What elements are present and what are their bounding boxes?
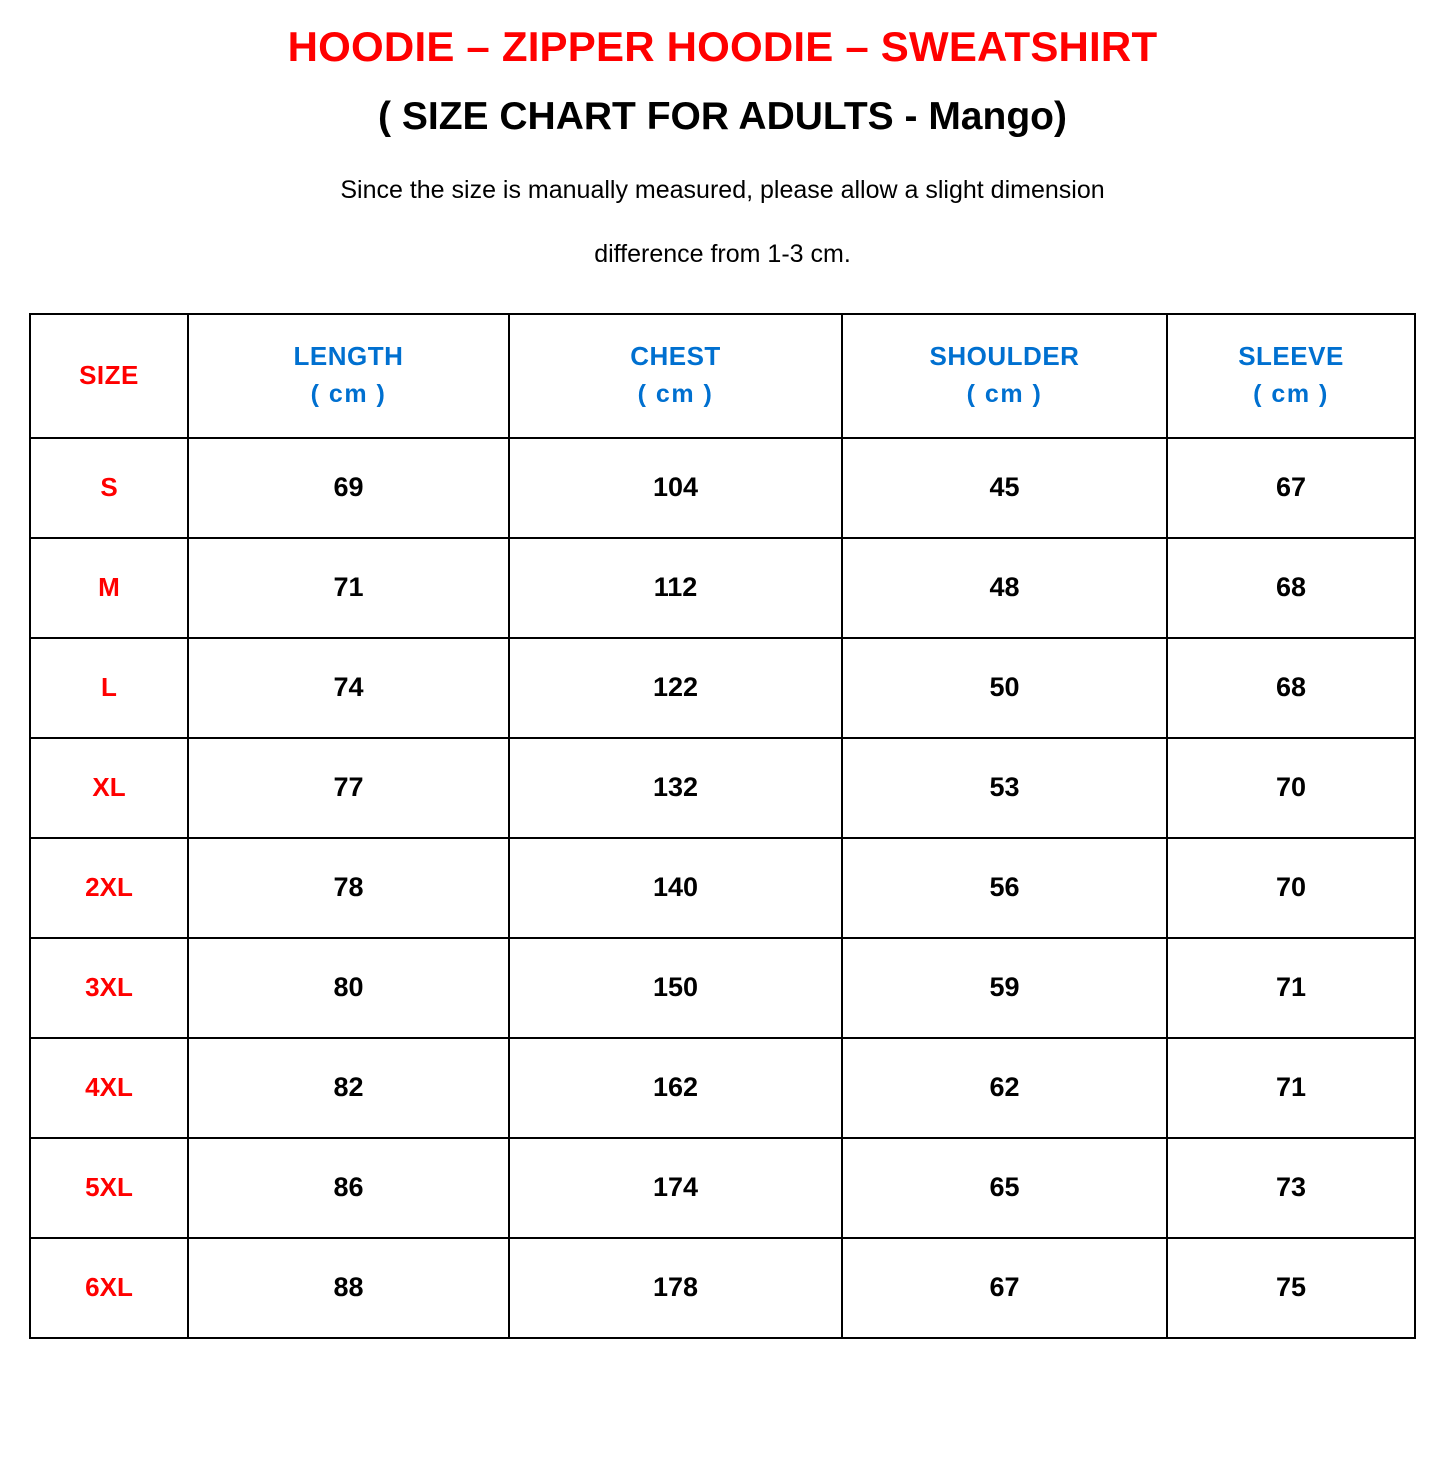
page-subtitle: ( SIZE CHART FOR ADULTS - Mango) bbox=[378, 95, 1067, 139]
cell-chest: 132 bbox=[509, 738, 842, 838]
cell-size: 6XL bbox=[30, 1238, 188, 1338]
cell-chest: 150 bbox=[509, 938, 842, 1038]
cell-chest: 174 bbox=[509, 1138, 842, 1238]
cell-chest: 122 bbox=[509, 638, 842, 738]
table-row bbox=[30, 638, 1415, 738]
cell-shoulder: 50 bbox=[842, 638, 1167, 738]
table-header bbox=[30, 314, 1415, 438]
cell-length: 74 bbox=[188, 638, 509, 738]
cell-sleeve: 71 bbox=[1167, 938, 1415, 1038]
cell-length: 71 bbox=[188, 538, 509, 638]
table-row bbox=[30, 738, 1415, 838]
cell-size: XL bbox=[30, 738, 188, 838]
cell-size: 3XL bbox=[30, 938, 188, 1038]
cell-size: 5XL bbox=[30, 1138, 188, 1238]
cell-sleeve: 70 bbox=[1167, 838, 1415, 938]
table-row bbox=[30, 838, 1415, 938]
cell-size: 2XL bbox=[30, 838, 188, 938]
cell-sleeve: 73 bbox=[1167, 1138, 1415, 1238]
column-header-chest bbox=[509, 314, 842, 438]
cell-size: 4XL bbox=[30, 1038, 188, 1138]
column-header-sleeve-unit: ( cm ) bbox=[1253, 380, 1329, 409]
table-body bbox=[30, 438, 1415, 1338]
column-header-length bbox=[188, 314, 509, 438]
table-row bbox=[30, 1238, 1415, 1338]
cell-length: 88 bbox=[188, 1238, 509, 1338]
cell-shoulder: 67 bbox=[842, 1238, 1167, 1338]
column-header-shoulder-label: SHOULDER bbox=[929, 341, 1080, 372]
cell-shoulder: 65 bbox=[842, 1138, 1167, 1238]
cell-sleeve: 71 bbox=[1167, 1038, 1415, 1138]
table-header-row bbox=[30, 314, 1415, 438]
cell-sleeve: 70 bbox=[1167, 738, 1415, 838]
page-title: HOODIE – ZIPPER HOODIE – SWEATSHIRT bbox=[287, 23, 1158, 70]
cell-size: S bbox=[30, 438, 188, 538]
column-header-length-label: LENGTH bbox=[293, 341, 404, 372]
measurement-note bbox=[0, 159, 1445, 287]
cell-shoulder: 53 bbox=[842, 738, 1167, 838]
cell-sleeve: 75 bbox=[1167, 1238, 1415, 1338]
column-header-chest-unit: ( cm ) bbox=[637, 380, 714, 409]
cell-size: L bbox=[30, 638, 188, 738]
cell-sleeve: 68 bbox=[1167, 538, 1415, 638]
cell-sleeve: 67 bbox=[1167, 438, 1415, 538]
cell-chest: 178 bbox=[509, 1238, 842, 1338]
measurement-note-line-2: difference from 1-3 cm. bbox=[594, 239, 851, 268]
cell-chest: 140 bbox=[509, 838, 842, 938]
size-chart-page bbox=[0, 22, 1445, 1464]
cell-length: 80 bbox=[188, 938, 509, 1038]
column-header-length-unit: ( cm ) bbox=[310, 380, 387, 409]
cell-length: 69 bbox=[188, 438, 509, 538]
cell-shoulder: 48 bbox=[842, 538, 1167, 638]
column-header-size-label: SIZE bbox=[79, 360, 139, 391]
table-row bbox=[30, 938, 1415, 1038]
cell-chest: 112 bbox=[509, 538, 842, 638]
table-row bbox=[30, 538, 1415, 638]
cell-length: 78 bbox=[188, 838, 509, 938]
column-header-size bbox=[30, 314, 188, 438]
cell-size: M bbox=[30, 538, 188, 638]
cell-shoulder: 62 bbox=[842, 1038, 1167, 1138]
size-chart-table bbox=[29, 313, 1416, 1339]
measurement-note-line-1: Since the size is manually measured, please allow a slight dimension bbox=[340, 176, 1105, 205]
cell-shoulder: 56 bbox=[842, 838, 1167, 938]
cell-length: 77 bbox=[188, 738, 509, 838]
column-header-chest-label: CHEST bbox=[630, 341, 721, 372]
table-row bbox=[30, 438, 1415, 538]
column-header-shoulder bbox=[842, 314, 1167, 438]
cell-length: 82 bbox=[188, 1038, 509, 1138]
cell-shoulder: 45 bbox=[842, 438, 1167, 538]
cell-sleeve: 68 bbox=[1167, 638, 1415, 738]
cell-length: 86 bbox=[188, 1138, 509, 1238]
column-header-sleeve-label: SLEEVE bbox=[1238, 341, 1344, 372]
cell-chest: 104 bbox=[509, 438, 842, 538]
table-row bbox=[30, 1038, 1415, 1138]
column-header-shoulder-unit: ( cm ) bbox=[966, 380, 1043, 409]
cell-chest: 162 bbox=[509, 1038, 842, 1138]
table-row bbox=[30, 1138, 1415, 1238]
cell-shoulder: 59 bbox=[842, 938, 1167, 1038]
column-header-sleeve bbox=[1167, 314, 1415, 438]
